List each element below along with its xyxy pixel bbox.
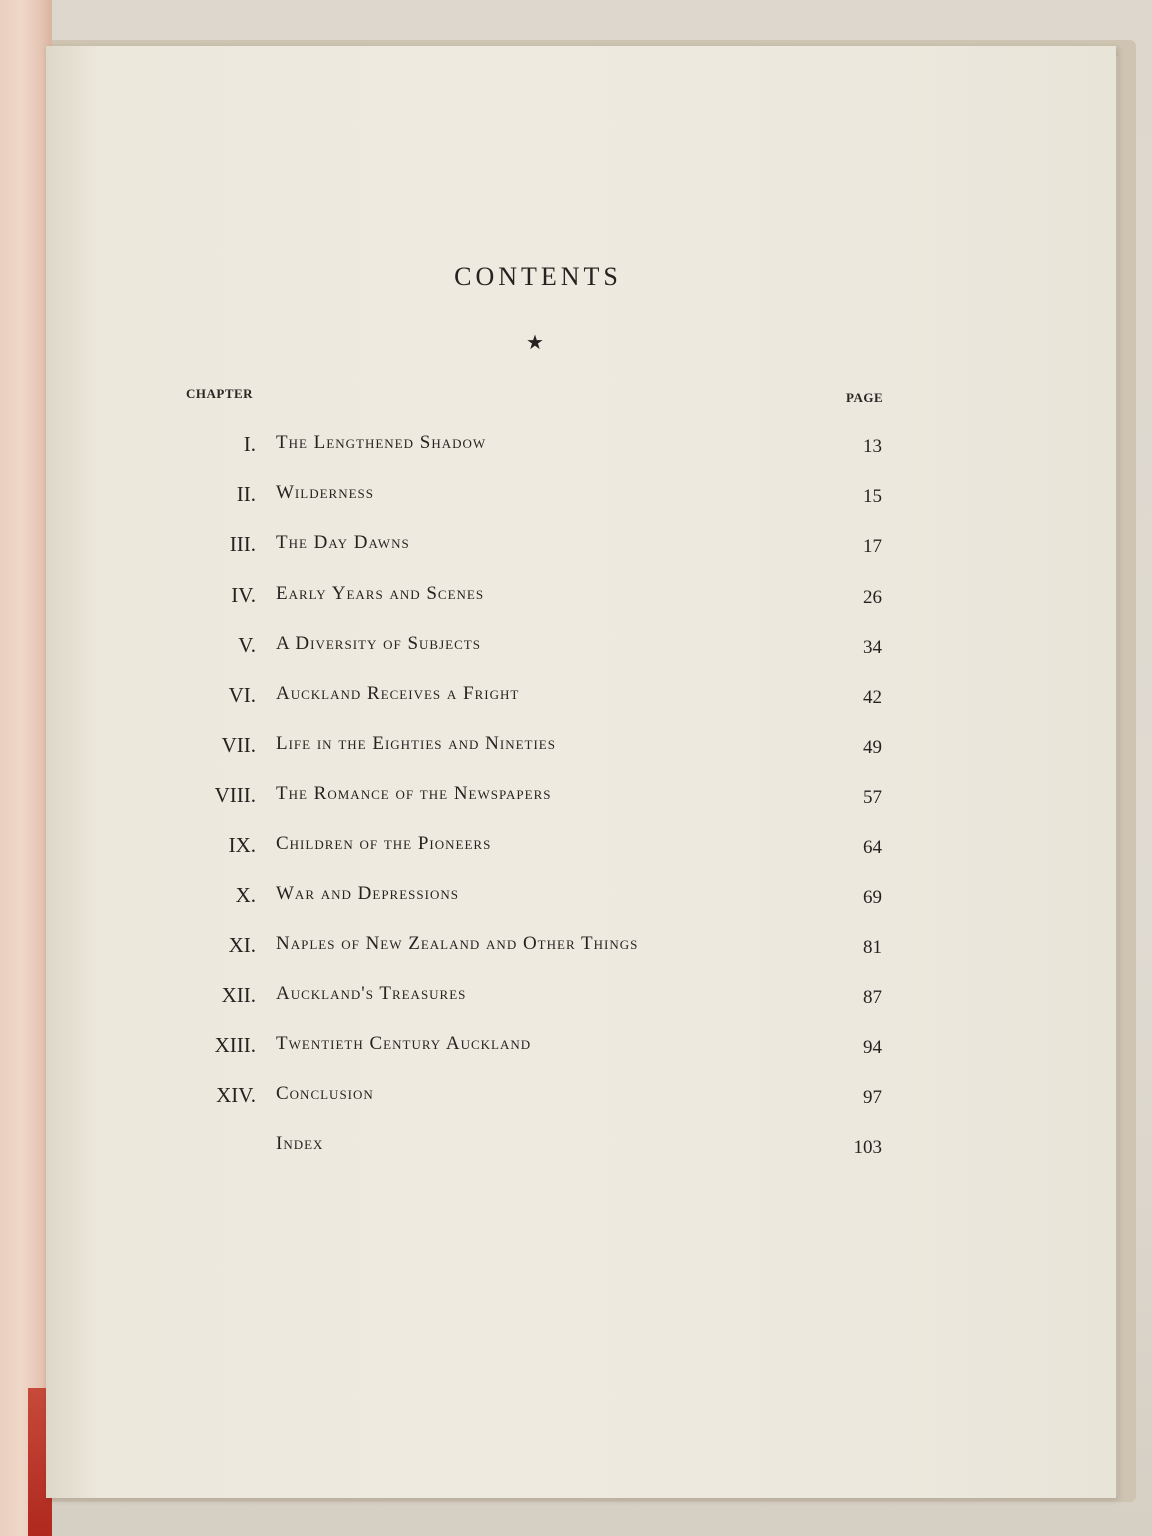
chapter-title: Auckland Receives a Fright: [276, 683, 520, 704]
page-number: 26: [863, 587, 882, 608]
chapter-number: XI.: [228, 933, 256, 957]
chapter-number: XII.: [221, 983, 256, 1007]
toc-row: [0, 1133, 1076, 1163]
chapter-number: XIII.: [214, 1033, 256, 1057]
page-title: CONTENTS: [454, 262, 622, 291]
chapter-title: Life in the Eighties and Nineties: [276, 733, 556, 754]
toc-row: [0, 983, 1076, 1013]
toc-row: [0, 883, 1076, 913]
page-number: 17: [863, 536, 882, 557]
toc-row: [0, 833, 1076, 863]
toc-row: [0, 783, 1076, 813]
chapter-title: Auckland's Treasures: [276, 983, 467, 1004]
page-number: 103: [853, 1137, 882, 1158]
chapter-title: Naples of New Zealand and Other Things: [276, 933, 639, 954]
page-number: 34: [863, 637, 882, 658]
chapter-title: Conclusion: [276, 1083, 374, 1104]
chapter-number: VII.: [221, 733, 256, 757]
toc-row: [0, 733, 1076, 763]
chapter-title: War and Depressions: [276, 883, 459, 904]
chapter-title: The Romance of the Newspapers: [276, 783, 552, 804]
toc-row: [0, 1083, 1076, 1113]
chapter-number: I.: [243, 432, 256, 456]
toc-row: [0, 683, 1076, 713]
page-number: 69: [863, 887, 882, 908]
chapter-number: III.: [229, 532, 256, 556]
chapter-number: II.: [236, 482, 256, 506]
page-number: 94: [863, 1037, 882, 1058]
chapter-title: Early Years and Scenes: [276, 583, 485, 604]
toc-row: [0, 432, 1076, 462]
chapter-number: VIII.: [214, 783, 256, 807]
star-ornament: ★: [526, 332, 544, 354]
chapter-title: The Day Dawns: [276, 532, 410, 553]
toc-row: [0, 633, 1076, 663]
page-number: 81: [863, 937, 882, 958]
page-column-header: PAGE: [846, 390, 884, 405]
page-number: 97: [863, 1087, 882, 1108]
book-spine: [0, 0, 52, 1536]
page-number: 87: [863, 987, 882, 1008]
chapter-number: IV.: [231, 583, 256, 607]
chapter-number: V.: [238, 633, 256, 657]
toc-row: [0, 1033, 1076, 1063]
chapter-title: The Lengthened Shadow: [276, 432, 487, 453]
toc-row: [0, 482, 1076, 512]
chapter-number: VI.: [228, 683, 256, 707]
chapter-title: A Diversity of Subjects: [276, 633, 481, 654]
chapter-title: Twentieth Century Auckland: [276, 1033, 532, 1054]
page-number: 42: [863, 687, 882, 708]
toc-row: [0, 532, 1076, 562]
chapter-number: IX.: [228, 833, 256, 857]
chapter-title: Wilderness: [276, 482, 374, 503]
chapter-title: Children of the Pioneers: [276, 833, 492, 854]
chapter-number: X.: [235, 883, 256, 907]
page-number: 57: [863, 787, 882, 808]
page-number: 49: [863, 737, 882, 758]
chapter-number: XIV.: [216, 1083, 256, 1107]
chapter-title: Index: [276, 1133, 324, 1154]
toc-row: [0, 933, 1076, 963]
page-number: 13: [863, 436, 882, 457]
page-number: 64: [863, 837, 882, 858]
toc-row: [0, 583, 1076, 613]
page-number: 15: [863, 486, 882, 507]
chapter-column-header: CHAPTER: [186, 386, 254, 401]
